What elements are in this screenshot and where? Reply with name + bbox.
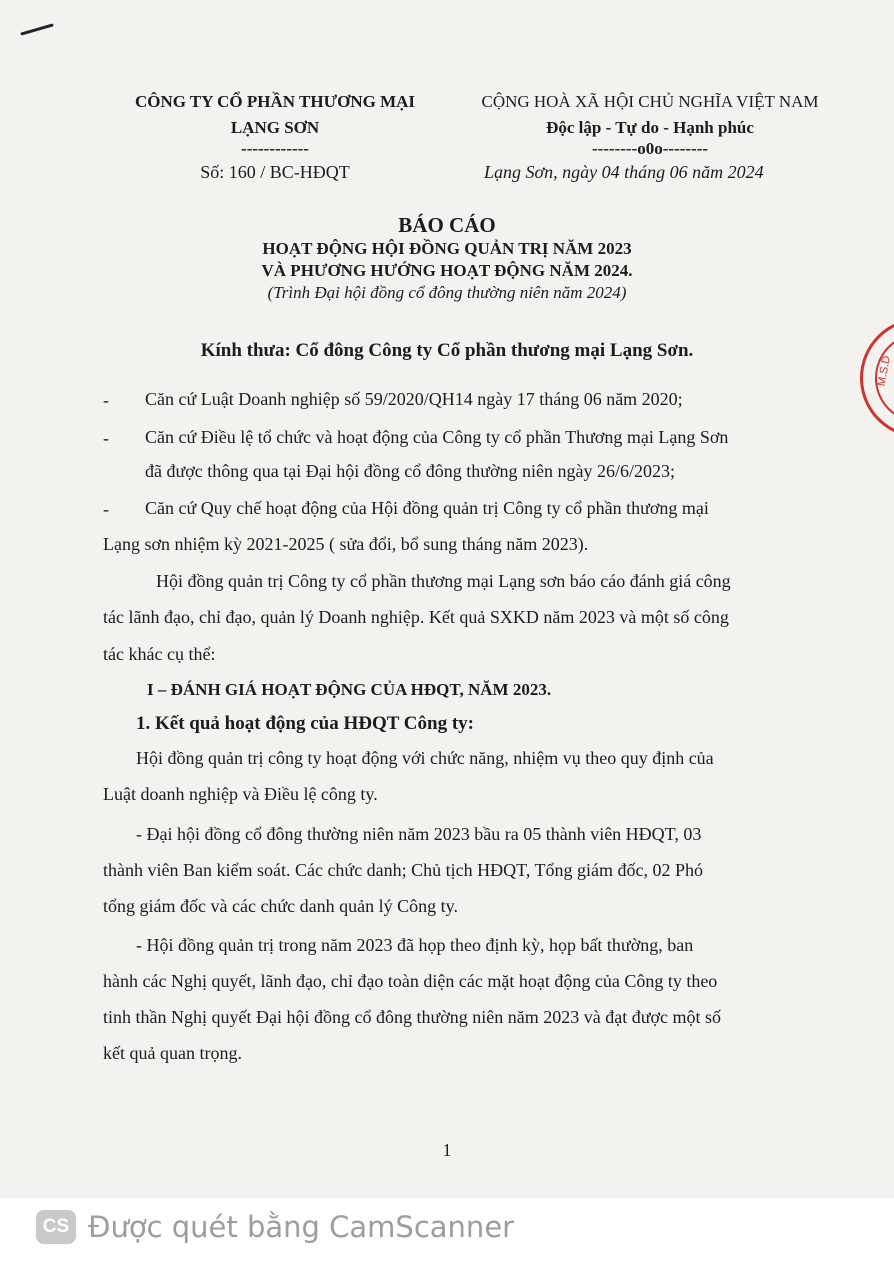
place-date: Lạng Sơn, ngày 04 tháng 06 năm 2024 [484,162,764,182]
intro-line-2: tác lãnh đạo, chỉ đạo, quản lý Doanh nghiệp. Kết quả SXKD năm 2023 và một số công [103,607,729,627]
para2-line-2: thành viên Ban kiểm soát. Các chức danh; Chủ tịch HĐQT, Tổng giám đốc, 02 Phó [103,860,703,880]
nation-motto: Độc lập - Tự do - Hạnh phúc [546,118,754,137]
company-name-line1: CÔNG TY CỔ PHẦN THƯƠNG MẠI [134,92,416,111]
camscanner-watermark: Được quét bằng CamScanner [88,1210,515,1244]
seal-text: M.S.D [875,354,893,388]
para3-line-1: - Hội đồng quản trị trong năm 2023 đã họp theo định kỳ, họp bất thường, ban [136,935,694,955]
para1-line-1: Hội đồng quản trị công ty hoạt động với chức năng, nhiệm vụ theo quy định của [136,748,714,768]
intro-line-3: tác khác cụ thể: [103,644,216,664]
basis-2: Căn cứ Điều lệ tổ chức và hoạt động của Công ty cổ phần Thương mại Lạng Sơn [145,427,729,447]
company-separator: ------------ [241,139,309,158]
section-1-title: I – ĐÁNH GIÁ HOẠT ĐỘNG CỦA HĐQT, NĂM 2023. [147,680,552,699]
para2-line-1: - Đại hội đồng cổ đông thường niên năm 2023 bầu ra 05 thành viên HĐQT, 03 [136,824,702,844]
company-seal [860,318,894,438]
subsection-1-title: 1. Kết quả hoạt động của HĐQT Công ty: [136,713,475,734]
company-name-line2: LẠNG SƠN [230,118,320,137]
intro-line-1: Hội đồng quản trị Công ty cổ phần thương mại Lạng sơn báo cáo đánh giá công [156,571,731,591]
report-subtitle-line1: HOẠT ĐỘNG HỘI ĐỒNG QUẢN TRỊ NĂM 2023 [262,239,632,258]
report-title: BÁO CÁO [398,213,496,237]
basis-3: Căn cứ Quy chế hoạt động của Hội đồng quản trị Công ty cổ phần thương mại [145,498,709,518]
nation-separator: --------o0o-------- [591,139,709,158]
document-number: Số: 160 / BC-HĐQT [200,162,350,182]
para2-line-3: tổng giám đốc và các chức danh quản lý Công ty. [103,896,458,916]
report-note: (Trình Đại hội đồng cổ đông thường niên năm 2024) [267,283,627,302]
pen-mark [20,23,54,35]
para3-line-2: hành các Nghị quyết, lãnh đạo, chỉ đạo toàn diện các mặt hoạt động của Công ty theo [103,971,718,991]
page-number: 1 [442,1140,452,1160]
basis-3-cont: Lạng sơn nhiệm kỳ 2021-2025 ( sửa đổi, bổ sung tháng năm 2023). [103,534,589,554]
bullet-dash: - [103,428,109,448]
bullet-dash: - [103,390,109,410]
report-subtitle-line2: VÀ PHƯƠNG HƯỚNG HOẠT ĐỘNG NĂM 2024. [261,261,633,280]
para3-line-3: tinh thần Nghị quyết Đại hội đồng cổ đông thường niên năm 2023 và đạt được một số [103,1007,721,1027]
nation-name: CỘNG HOÀ XÃ HỘI CHỦ NGHĨA VIỆT NAM [481,92,819,111]
basis-2-cont: đã được thông qua tại Đại hội đồng cổ đông thường niên ngày 26/6/2023; [145,461,675,481]
camscanner-logo: CS [36,1210,76,1244]
salutation: Kính thưa: Cổ đông Công ty Cổ phần thương mại Lạng Sơn. [200,340,694,361]
para3-line-4: kết quả quan trọng. [103,1043,242,1063]
para1-line-2: Luật doanh nghiệp và Điều lệ công ty. [103,784,378,804]
basis-1: Căn cứ Luật Doanh nghiệp số 59/2020/QH14 ngày 17 tháng 06 năm 2020; [145,389,683,409]
bullet-dash: - [103,499,109,519]
